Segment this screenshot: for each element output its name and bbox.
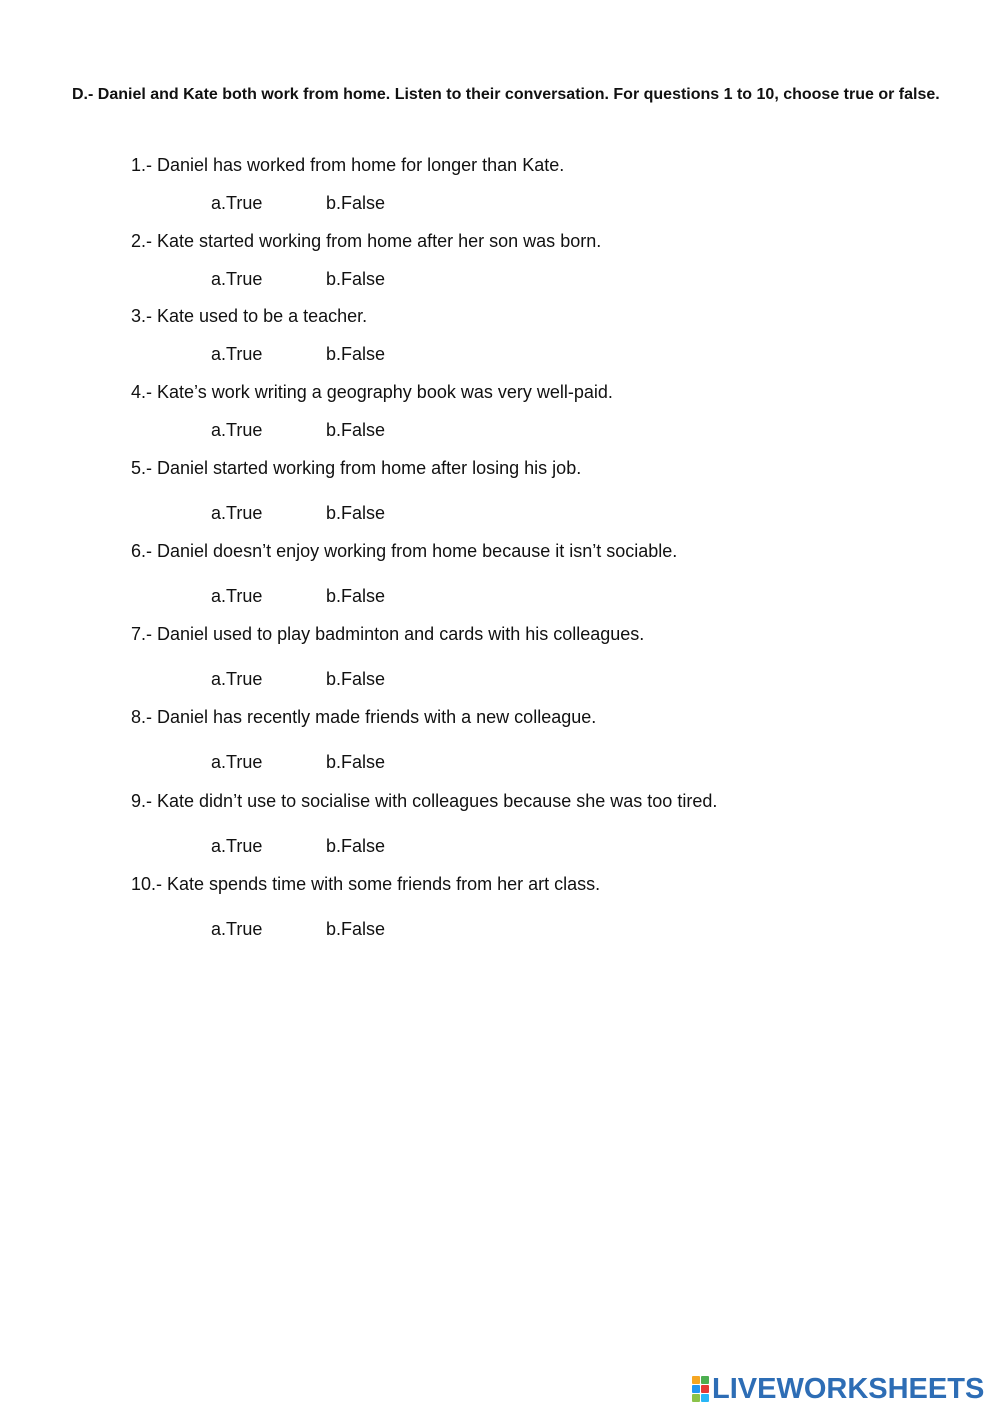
q10-option-true[interactable]: a.True — [211, 919, 263, 939]
question-2: 2.- Kate started working from home after her son was born. — [131, 231, 602, 251]
question-7: 7.- Daniel used to play badminton and cards with his colleagues. — [131, 624, 645, 644]
logo-tile — [701, 1394, 709, 1402]
logo-tile — [692, 1385, 700, 1393]
q5-option-true[interactable]: a.True — [211, 503, 263, 523]
q6-option-false[interactable]: b.False — [326, 586, 386, 606]
question-9: 9.- Kate didn’t use to socialise with colleagues because she was too tired. — [131, 791, 718, 811]
question-10: 10.- Kate spends time with some friends from her art class. — [131, 874, 601, 894]
q8-option-true[interactable]: a.True — [211, 752, 263, 772]
q2-option-false[interactable]: b.False — [326, 269, 386, 289]
q1-option-false[interactable]: b.False — [326, 193, 386, 213]
q4-option-true[interactable]: a.True — [211, 420, 263, 440]
q3-option-false[interactable]: b.False — [326, 344, 386, 364]
q3-option-true[interactable]: a.True — [211, 344, 263, 364]
logo-tile — [701, 1376, 709, 1384]
logo-tile — [692, 1394, 700, 1402]
q7-option-false[interactable]: b.False — [326, 669, 386, 689]
question-8: 8.- Daniel has recently made friends with a new colleague. — [131, 707, 597, 727]
brand-name: LIVEWORKSHEETS — [712, 1373, 985, 1405]
question-3: 3.- Kate used to be a teacher. — [131, 306, 368, 326]
q2-option-true[interactable]: a.True — [211, 269, 263, 289]
question-5: 5.- Daniel started working from home after losing his job. — [131, 458, 582, 478]
logo-tile — [692, 1376, 700, 1384]
question-6: 6.- Daniel doesn’t enjoy working from home because it isn’t sociable. — [131, 541, 678, 561]
q6-option-true[interactable]: a.True — [211, 586, 263, 606]
q1-option-true[interactable]: a.True — [211, 193, 263, 213]
q5-option-false[interactable]: b.False — [326, 503, 386, 523]
liveworksheets-logo-icon — [692, 1376, 709, 1402]
instructions: D.- Daniel and Kate both work from home. Listen to their conversation. For questions 1 to 10, choose true or false. — [72, 86, 940, 103]
question-1: 1.- Daniel has worked from home for longer than Kate. — [131, 155, 565, 175]
q9-option-true[interactable]: a.True — [211, 836, 263, 856]
logo-tile — [701, 1385, 709, 1393]
liveworksheets-brand — [692, 1374, 984, 1404]
question-4: 4.- Kate’s work writing a geography book was very well-paid. — [131, 382, 613, 402]
q7-option-true[interactable]: a.True — [211, 669, 263, 689]
q9-option-false[interactable]: b.False — [326, 836, 386, 856]
q4-option-false[interactable]: b.False — [326, 420, 386, 440]
q10-option-false[interactable]: b.False — [326, 919, 386, 939]
q8-option-false[interactable]: b.False — [326, 752, 386, 772]
